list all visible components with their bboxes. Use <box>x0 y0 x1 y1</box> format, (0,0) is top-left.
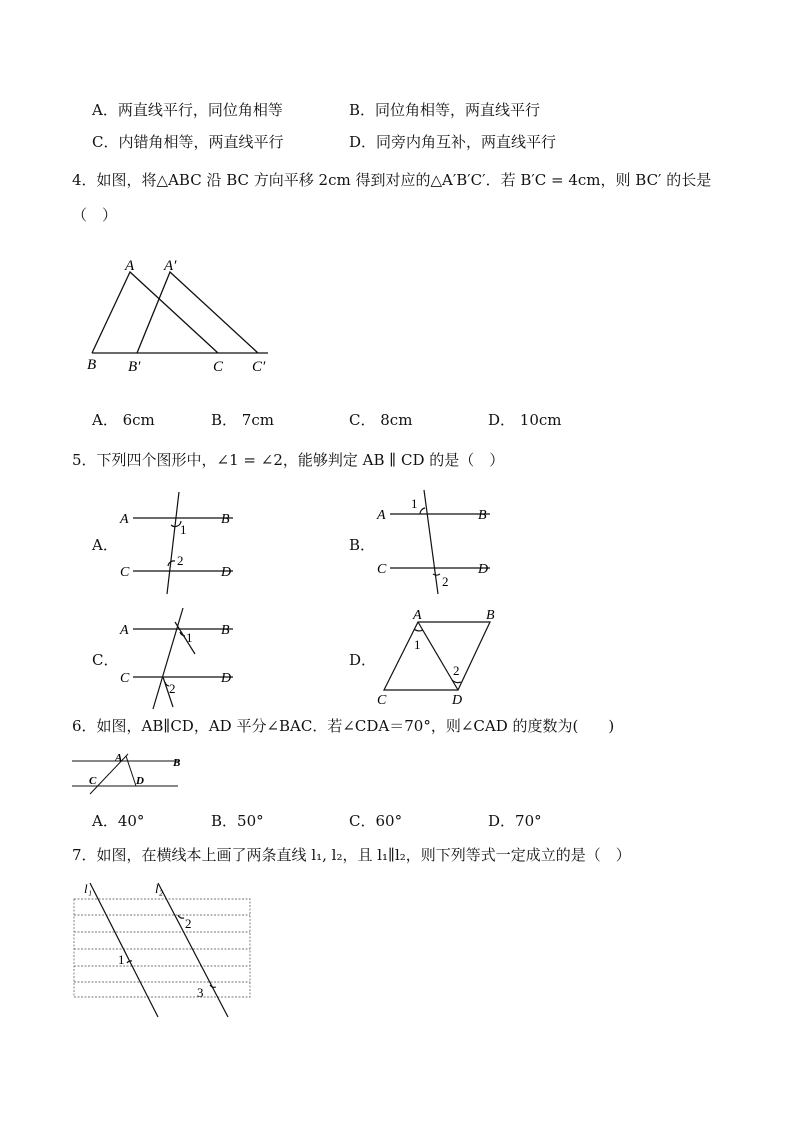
q5-figure-a <box>115 488 245 598</box>
q4-label-c: C <box>213 359 224 375</box>
q4-triangle-a2b2c2 <box>137 272 258 353</box>
q6-option-a: A．40° <box>92 812 145 830</box>
q5d-label-b: B <box>486 608 495 623</box>
q5b-label-c: C <box>377 562 387 577</box>
q4-label-a: A <box>125 258 135 274</box>
q5b-label-b: B <box>478 508 487 523</box>
q5c-label-d: D <box>221 671 232 686</box>
q3-option-a: A．两直线平行，同位角相等 <box>92 101 283 119</box>
q5a-label-b: B <box>221 512 230 527</box>
q4-option-b: B． 7cm <box>211 411 274 429</box>
q5d-angle-1: 1 <box>414 637 421 652</box>
q6-option-b: B．50° <box>211 812 264 830</box>
q4-label-a-prime: A′ <box>164 258 177 274</box>
q5c-label-b: B <box>221 623 230 638</box>
q5a-angle-1: 1 <box>180 522 187 537</box>
q5-stem: 5．下列四个图形中，∠1 = ∠2，能够判定 AB ∥ CD 的是（ ） <box>72 451 505 469</box>
q7-label-l2: l₂ <box>155 881 164 896</box>
q5a-label-d: D <box>221 565 232 580</box>
q5a-label-a: A <box>120 512 129 527</box>
q4-option-a: A． 6cm <box>92 411 155 429</box>
q7-angle-3: 3 <box>197 985 204 1000</box>
q4-figure <box>80 250 280 380</box>
q5-option-d: D． <box>349 651 377 669</box>
q5-option-b: B． <box>349 536 376 554</box>
q4-option-d: D． 10cm <box>488 411 562 429</box>
q5b-label-d: D <box>478 562 489 577</box>
q6-label-b: B <box>173 757 181 769</box>
q5c-angle-2: 2 <box>169 681 176 696</box>
q5-figure-b <box>372 486 502 596</box>
q3-option-c: C．内错角相等，两直线平行 <box>92 133 284 151</box>
q5b-label-a: A <box>377 508 386 523</box>
q5c-angle-1: 1 <box>186 630 193 645</box>
q6-figure <box>70 748 190 798</box>
q6-stem: 6．如图，AB∥CD，AD 平分∠BAC．若∠CDA＝70°，则∠CAD 的度数为( ) <box>72 717 615 735</box>
q5c-label-a: A <box>120 623 129 638</box>
q5b-angle-2: 2 <box>442 574 449 589</box>
q6-option-c: C．60° <box>349 812 403 830</box>
q5d-label-c: C <box>377 693 387 708</box>
q3-option-b: B．同位角相等，两直线平行 <box>349 101 541 119</box>
q5a-angle-2: 2 <box>177 553 184 568</box>
q7-angle-2: 2 <box>185 916 192 931</box>
q5b-angle-1: 1 <box>411 496 418 511</box>
q4-option-c: C． 8cm <box>349 411 413 429</box>
q4-label-c-prime: C′ <box>252 359 266 375</box>
q7-figure <box>70 877 260 1022</box>
q5-option-c: C． <box>92 651 119 669</box>
q7-angle-1: 1 <box>118 952 125 967</box>
q4-label-b: B <box>87 357 97 373</box>
q4-stem: 4．如图，将△ABC 沿 BC 方向平移 2cm 得到对应的△A′B′C′．若 B′C = 4cm，则 BC′ 的长是 <box>72 171 712 189</box>
q5d-label-d: D <box>452 693 463 708</box>
q4-answer-paren: （ ） <box>72 206 118 224</box>
q5-figure-d <box>372 604 512 714</box>
q3-option-d: D．同旁内角互补，两直线平行 <box>349 133 557 151</box>
q5-option-a: A． <box>92 536 118 554</box>
q5-figure-c <box>115 604 245 714</box>
q6-label-c: C <box>89 775 97 787</box>
q5c-label-c: C <box>120 671 130 686</box>
q6-option-d: D．70° <box>488 812 542 830</box>
q5d-angle-2: 2 <box>453 663 460 678</box>
q7-stem: 7．如图，在横线本上画了两条直线 l₁, l₂，且 l₁∥l₂，则下列等式一定成立的是（ ） <box>72 846 631 864</box>
q5a-label-c: C <box>120 565 130 580</box>
q6-label-d: D <box>136 775 144 787</box>
q4-label-b-prime: B′ <box>128 359 141 375</box>
q4-triangle-abc <box>92 272 218 353</box>
q6-label-a: A <box>115 752 123 764</box>
q7-label-l1: l₁ <box>84 881 93 896</box>
q5d-label-a: A <box>413 608 422 623</box>
